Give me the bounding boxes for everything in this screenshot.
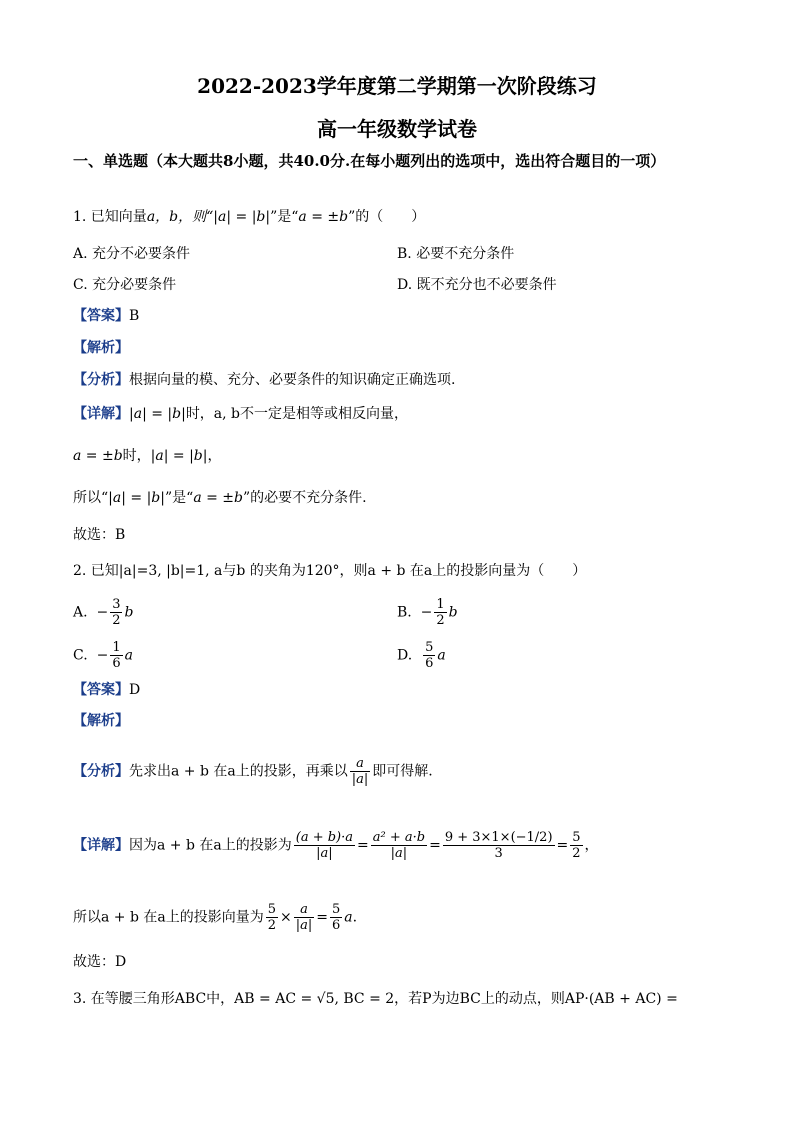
detail-text: 时， [122, 448, 151, 464]
option-fraction [110, 640, 122, 671]
option-label: D. [397, 647, 413, 664]
fraction-numerator: 3 [112, 597, 121, 612]
q2-option-d [397, 640, 446, 671]
equals-sign: = [429, 837, 441, 854]
fraction-denominator: 2 [572, 846, 581, 861]
q3-stem: 3. 在等腰三角形ABC中，AB = AC = √5, BC = 2，若P为边BC上的动点，则AP·(AB + AC) = [73, 991, 678, 1007]
option-vector: b [448, 604, 458, 621]
q2-conclusion [73, 902, 357, 933]
q1-stem-vars: a，b，则“ [146, 209, 214, 225]
detail-end: ”的必要不充分条件. [242, 490, 367, 506]
q1-stem-suffix: ”的（ ） [348, 209, 426, 225]
q2-fenxi [73, 756, 433, 787]
detail-text: 时，a, b不一定是相等或相反向量， [185, 406, 409, 422]
option-sign: − [420, 604, 433, 621]
detail-expr-2: a = ±b [193, 490, 243, 506]
option-label: C. [73, 647, 88, 664]
detail-fraction-2 [371, 830, 427, 861]
option-fraction [110, 597, 122, 628]
fraction-denominator: 2 [436, 613, 445, 628]
detail-end: ， [207, 448, 222, 464]
q1-answer [73, 306, 139, 326]
fraction-numerator: 5 [332, 902, 341, 917]
xiangjie-tag: 【详解】 [73, 837, 129, 854]
q1-detail-2 [73, 446, 221, 466]
fraction-denominator: 6 [332, 918, 341, 933]
detail-fraction-3 [443, 830, 555, 861]
q1-option-b: B. 必要不充分条件 [397, 246, 515, 262]
detail-expr: |a| = |b| [108, 490, 165, 506]
analysis-tag: 【解析】 [73, 340, 129, 356]
fraction-numerator: a [294, 902, 315, 918]
fenxi-fraction [350, 756, 371, 787]
option-fraction [434, 597, 446, 628]
q1-detail-3 [73, 488, 367, 508]
q1-option-a: A. 充分不必要条件 [73, 246, 191, 262]
fenxi-pre: 先求出a + b 在a上的投影，再乘以 [129, 763, 348, 780]
equals-sign: = [357, 837, 369, 854]
fenxi-post: 即可得解. [372, 763, 433, 780]
fraction-numerator: 5 [425, 640, 434, 655]
xiangjie-tag: 【详解】 [73, 406, 129, 422]
answer-tag: 【答案】 [73, 682, 129, 698]
q2-choose: 故选：D [73, 954, 127, 970]
q1-stem-prefix: 1. 已知向量 [73, 209, 147, 225]
q1-stem [73, 207, 425, 227]
q2-option-a [73, 597, 133, 628]
fraction-numerator: 5 [572, 830, 581, 845]
detail-fraction-4 [570, 830, 582, 861]
detail-pre: 所以“ [73, 490, 109, 506]
exam-subtitle: 高一年级数学试卷 [317, 117, 477, 141]
exam-title: 2022-2023学年度第二学期第一次阶段练习 [197, 74, 597, 98]
fraction-numerator: a [350, 756, 371, 772]
so-fraction-2 [294, 902, 315, 933]
detail-end: ， [584, 837, 599, 854]
detail-pre: 因为a + b 在a上的投影为 [129, 837, 292, 854]
option-sign: − [96, 604, 109, 621]
q1-stem-mid: ”是“ [270, 209, 299, 225]
detail-expr-2: |a| = |b| [150, 448, 208, 464]
fraction-denominator: |a| [295, 918, 313, 933]
fraction-numerator: (a + b)·a [295, 830, 354, 845]
times-sign: × [280, 909, 292, 926]
q2-analysis [73, 711, 129, 731]
q1-stem-cond2: a = ±b [298, 209, 349, 225]
so-pre: 所以a + b 在a上的投影向量为 [73, 909, 264, 926]
answer-value: D [129, 682, 141, 698]
q1-detail-1 [73, 404, 408, 424]
fraction-denominator: 2 [267, 918, 277, 933]
fraction-numerator: a² + a·b [372, 830, 426, 845]
option-vector: b [124, 604, 134, 621]
q2-option-c [73, 640, 133, 671]
fraction-numerator: 1 [436, 597, 445, 612]
fraction-denominator: 6 [112, 656, 121, 671]
detail-expr: a = ±b [73, 448, 123, 464]
option-vector: a [124, 647, 133, 664]
so-end: . [352, 909, 358, 926]
fraction-denominator: 2 [112, 613, 121, 628]
answer-value: B [129, 308, 140, 324]
fraction-numerator: 5 [267, 902, 277, 917]
option-sign: − [96, 647, 109, 664]
option-fraction [423, 640, 435, 671]
answer-tag: 【答案】 [73, 308, 129, 324]
q1-option-d: D. 既不充分也不必要条件 [397, 277, 557, 293]
option-label: A. [73, 604, 88, 621]
q1-choose: 故选：B [73, 527, 126, 543]
fenxi-tag: 【分析】 [73, 372, 129, 388]
equals-sign: = [316, 909, 329, 926]
q2-stem: 2. 已知|a|=3, |b|=1, a与b 的夹角为120°，则a + b 在a上的投影向量为（ ） [73, 563, 587, 579]
fraction-denominator: 6 [425, 656, 434, 671]
option-label: B. [397, 604, 412, 621]
analysis-tag: 【解析】 [73, 713, 129, 729]
fraction-denominator: |a| [316, 846, 333, 861]
q1-analysis [73, 338, 129, 358]
fraction-denominator: |a| [390, 846, 408, 861]
section-heading: 一、单选题（本大题共8小题，共40.0分.在每小题列出的选项中，选出符合题目的一项） [73, 152, 666, 170]
q1-option-c: C. 充分必要条件 [73, 277, 177, 293]
detail-fraction-1 [294, 830, 355, 861]
fenxi-tag: 【分析】 [73, 763, 129, 780]
q2-answer [73, 680, 140, 700]
fraction-denominator: |a| [351, 772, 369, 787]
fraction-numerator: 1 [112, 640, 121, 655]
option-vector: a [437, 647, 446, 664]
fraction-denominator: 3 [494, 846, 503, 861]
equals-sign: = [556, 837, 569, 854]
fraction-numerator: 9 + 3×1×(−1/2) [444, 830, 553, 845]
q1-stem-cond: |a| = |b| [213, 209, 271, 225]
so-fraction-1 [266, 902, 278, 933]
fenxi-text: 根据向量的模、充分、必要条件的知识确定正确选项. [129, 372, 456, 388]
so-vector: a [344, 909, 353, 926]
detail-expr: |a| = |b| [129, 406, 186, 422]
q1-fenxi [73, 370, 455, 390]
q2-detail [73, 830, 599, 861]
q2-option-b [397, 597, 458, 628]
so-fraction-3 [330, 902, 342, 933]
detail-mid: ”是“ [164, 490, 194, 506]
